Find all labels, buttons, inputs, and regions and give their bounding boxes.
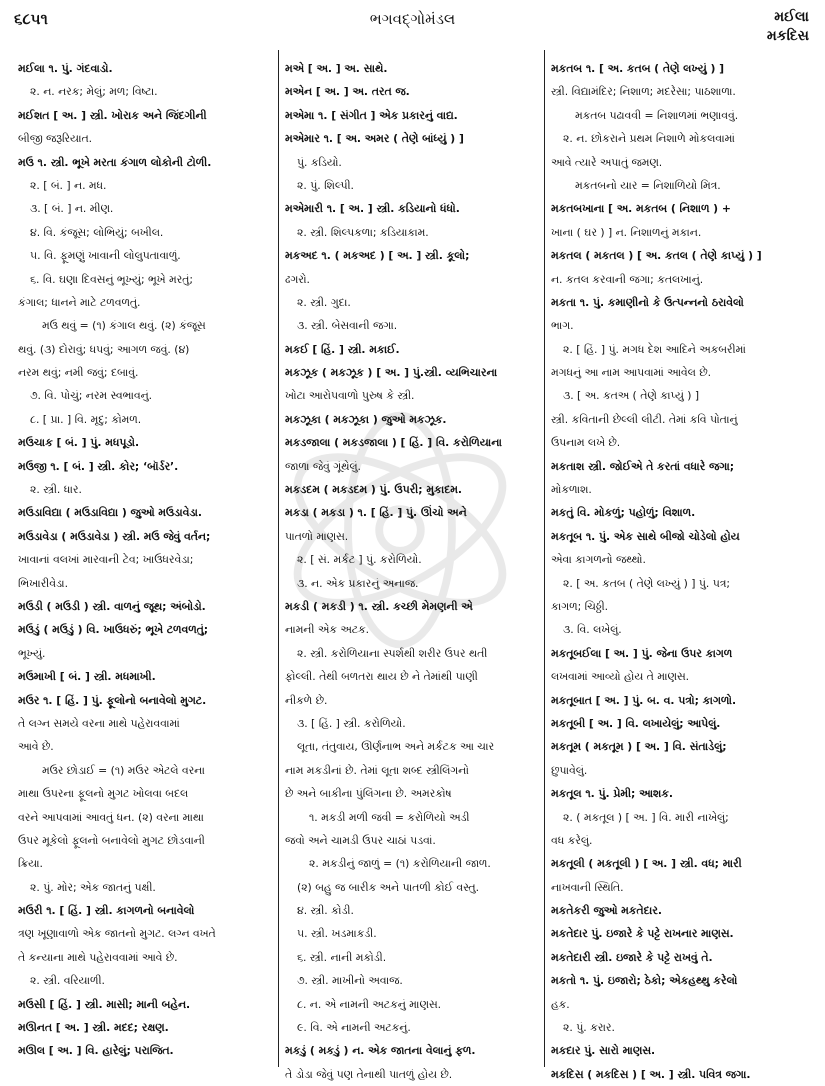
entry-text-line: ૮. [ પ્રા. ] વિ. મૃદુ; કોમળ.: [30, 412, 142, 426]
entry-text-line: બીજી જરૂરિયાત.: [18, 132, 93, 146]
entry-headword-line: મઉર ૧. [ હિં. ] પું. ફૂલોનો બનાવેલો મુગટ.: [18, 693, 207, 707]
entry-text-line: ૨. સ્ત્રી. વરિયાળી.: [30, 974, 105, 988]
entry-headword-line: મકતૂલી ( મકતૂલી ) [ અ. ] સ્ત્રી. વધ; મારી: [551, 857, 742, 871]
entry-text-line: ૩. [ અ. કતઅ ( તેણે કાપ્યું ) ]: [563, 389, 700, 403]
entry-text-line: છુપાવેલું.: [551, 763, 588, 777]
entry-text-line: હક.: [551, 997, 570, 1011]
entry-text-line: ૨. [ હિં. ] પું. મગધ દેશ આદિને અકબરીમાં: [563, 342, 746, 356]
entry-text-line: ૩. [ બં. ] ન. મીણ.: [30, 202, 114, 216]
entry-text-line: ૨. સ્ત્રી. શિલ્પકળા; કડિયાકામ.: [297, 225, 429, 239]
entry-text-line: ઉપનામ લખે છે.: [551, 436, 621, 450]
entry-headword-line: મકતાશ સ્ત્રી. જોઈએ તે કરતાં વધારે જગા;: [551, 459, 735, 473]
entry-headword-line: મઉચાક [ બં. ] પું. મધપૂડો.: [18, 436, 140, 450]
entry-headword-line: મએન [ અ. ] અ. તરત જ.: [285, 85, 410, 99]
entry-headword-line: મકતો ૧. પું. ઇજારો; ઠેકો; એકહથ્થુ કરેલો: [551, 974, 738, 988]
entry-headword-line: મકઅદ ૧. ( મકઅદ ) [ અ. ] સ્ત્રી. કૂલો;: [285, 249, 470, 263]
entry-text-line: પું. કડિયો.: [297, 155, 342, 169]
entry-headword-line: મકદિસ ( મકદિસ ) [ અ. ] સ્ત્રી. પવિત્ર જગા.: [551, 1067, 751, 1081]
entry-text-line: ૨. ( મકતૂલ ) [ અ. ] વિ. મારી નાખેલું;: [563, 810, 729, 824]
page-header: [0, 0, 825, 50]
entry-text-line: કંગાલ; ધાનને માટે ટળવળતું.: [18, 295, 141, 309]
entry-headword-line: મઉમાખી [ બં. ] સ્ત્રી. મધમાખી.: [18, 670, 156, 684]
entry-text-line: આવે છે.: [18, 740, 54, 754]
entry-text-line: નીકળે છે.: [285, 693, 328, 707]
entry-headword-line: મકડું ( મકડું ) ન. એક જાતના વેલાનું ફળ.: [285, 1044, 476, 1058]
entry-text-line: ૩. વિ. લખેલું.: [563, 623, 622, 637]
guide-word-last: મકદિસ: [766, 28, 809, 44]
entry-text-line: મકતબ પઢાવવી = નિશાળમાં ભણાવવું.: [575, 108, 739, 122]
entry-text-line: ભિખારીવેડા.: [18, 576, 68, 590]
entry-text-line: ખાવાનાં વલખાં મારવાની ટેવ; ખાઉધરવેડા;: [18, 553, 194, 567]
entry-headword-line: મકદાર પું. સારો માણસ.: [551, 1044, 656, 1058]
column-2: [285, 57, 537, 1081]
entry-headword-line: મકતબ ૧. [ અ. કતબ ( તેણે લખ્યું ) ]: [551, 62, 725, 75]
entry-headword-line: મઉડાવિદ્યા ( મઉડાવિદ્યા ) જુઓ મઉડાવેડા.: [18, 506, 203, 520]
entry-text-line: ૨. પું. કરાર.: [563, 1021, 615, 1035]
entry-text-line: ક્રિયા.: [18, 857, 43, 871]
entry-headword-line: મકતલ ( મકતલ ) [ અ. કતલ ( તેણે કાપ્યું ) ]: [551, 249, 762, 263]
entry-text-line: માથા ઉપરના ફૂલનો મુગટ ખોલવા બદલ: [18, 787, 189, 801]
entry-headword-line: મકડજાલા ( મકડજાલા ) [ હિં. ] વિ. કરોળિયાના: [285, 436, 502, 450]
entry-text-line: પાતળો માણસ.: [285, 529, 349, 543]
entry-text-line: ૨. સ્ત્રી. ધાર.: [30, 483, 82, 497]
entry-headword-line: મકડી ( મકડી ) ૧. સ્ત્રી. કચ્છી મેમણની એ: [285, 599, 473, 613]
entry-text-line: વધ કરેલું.: [551, 833, 593, 847]
entry-text-line: નામની એક અટક.: [285, 623, 370, 637]
entry-text-line: છે અને બાકીના પુંલિંગના છે. અમરકોષ: [285, 787, 452, 801]
entry-text-line: ૮. ન. એ નામની અટકનું માણસ.: [297, 997, 442, 1011]
entry-headword-line: મઉરી ૧. [ હિં. ] સ્ત્રી. કાગળનો બનાવેલો: [18, 904, 195, 918]
entry-headword-line: મઊનત [ અ. ] સ્ત્રી. મદદ; રક્ષણ.: [18, 1021, 169, 1035]
entry-text-line: તે લગ્ન સમયે વરના માથે પહેરાવવામાં: [18, 716, 180, 730]
entry-text-line: ૨. [ અ. કતબ ( તેણે લખ્યું ) ] પું. પત્ર;: [563, 576, 731, 590]
entry-headword-line: મકડા ( મકડા ) ૧. [ હિં. ] પું. ઊંચો અને: [285, 506, 467, 520]
entry-text-line: તે કન્યાના માથે પહેરાવવામાં આવે છે.: [18, 950, 178, 964]
column-1: [18, 57, 270, 1069]
entry-text-line: થવું. (૩) દોરાવું; ધપવું; આગળ જવું. (૪): [18, 342, 190, 356]
entry-headword-line: મકતૂલ ૧. પું. પ્રેમી; આશક.: [551, 787, 673, 801]
entry-text-line: નાખવાની સ્થિતિ.: [551, 880, 624, 894]
entry-headword-line: મઉજી ૧. [ બં. ] સ્ત્રી. કોર; ‘બૉર્ડર’.: [18, 459, 179, 473]
entry-text-line: જાળા જેવું ગૂંથેલું.: [285, 459, 361, 473]
entry-text-line: ૨. સ્ત્રી. કરોળિયાના સ્પર્શથી શરીર ઉપર થતી: [297, 646, 488, 660]
entry-text-line: ૯. વિ. એ નામની અટકનું.: [297, 1021, 411, 1035]
entry-text-line: મકતબનો યાર = નિશાળિયો મિત્ર.: [575, 178, 721, 192]
entry-headword-line: મઉસી [ હિં. ] સ્ત્રી. માસી; માની બહેન.: [18, 997, 191, 1011]
entry-text-line: ૫. વિ. ફૂમણું ખાવાની લોલુપતાવાળું.: [30, 249, 181, 263]
entry-text-line: ૪. વિ. કંજૂસ; લોભિયું; બખીલ.: [30, 225, 164, 239]
entry-headword-line: મકતૂબ ૧. પું. એક સાથે બીજો ચોડેલો હોય: [551, 529, 740, 543]
entry-headword-line: મઈલા ૧. પું. ગંદવાડો.: [18, 62, 113, 75]
entry-text-line: ૨. પું. શિલ્પી.: [297, 178, 354, 192]
entry-text-line: ત્રણ ખૂણાવાળો એક જાતનો મુગટ. લગ્ન વખતે: [18, 927, 216, 941]
entry-text-line: ૨. પું. મોર; એક જાતનું પક્ષી.: [30, 880, 156, 894]
entry-text-line: ૨. ન. છોકરાને પ્રથમ નિશાળે મોકલવામાં: [563, 132, 735, 146]
entry-text-line: ખોટા આરોપવાળો પુરુષ કે સ્ત્રી.: [285, 389, 415, 403]
entry-headword-line: મએમા ૧. [ સંગીત ] એક પ્રકારનું વાદ્ય.: [285, 108, 458, 122]
running-title: ભગવદ્ગોમંડલ: [369, 10, 456, 28]
column-3: [551, 57, 813, 1081]
entry-headword-line: મકતૂબઈલા [ અ. ] પું. જેના ઉપર કાગળ: [551, 646, 733, 660]
entry-text-line: ૨. [ બં. ] ન. મધ.: [30, 178, 107, 192]
entry-text-line: ૨. મકડીનું જાળું = (૧) કરોળિયાની જાળ.: [309, 857, 491, 871]
entry-headword-line: મકડદમ ( મકડદમ ) પું. ઉપરી; મુકાદમ.: [285, 483, 462, 497]
entry-text-line: મોકળાશ.: [551, 483, 592, 497]
entry-headword-line: મકતૂબાત [ અ. ] પું. બ. વ. પત્રો; કાગળો.: [551, 693, 737, 707]
entry-text-line: ભૂખ્યું.: [18, 646, 46, 660]
column-divider: [544, 50, 545, 1067]
entry-headword-line: મકતેદારી સ્ત્રી. ઇજારે કે પટ્ટે રાખવું તે.: [551, 950, 713, 964]
entry-text-line: ૫. સ્ત્રી. ખડમાકડી.: [297, 927, 377, 941]
entry-text-line: ન. કતલ કરવાની જગા; કતલખાનું.: [551, 272, 704, 286]
entry-text-line: ૭. સ્ત્રી. માખીનો અવાજ.: [297, 974, 403, 988]
entry-text-line: ઢગરો.: [285, 272, 310, 286]
entry-text-line: ૩. ન. એક પ્રકારનું અનાજ.: [297, 576, 419, 590]
entry-text-line: ૬. વિ. ઘણા દિવસનું ભૂખ્યું; ભૂખે મરતું;: [30, 272, 193, 286]
entry-text-line: ફોલ્લી. તેથી બળતરા થાય છે ને તેમાંથી પાણી: [285, 670, 478, 684]
entry-headword-line: મકતું વિ. મોકળું; પહોળું; વિશાળ.: [551, 506, 696, 520]
page-number: ૬૮૫૧: [14, 10, 48, 28]
entry-headword-line: મઉડાવેડા ( મઉડાવેડા ) સ્ત્રી. મઉ જેવું વર્તન;: [18, 529, 211, 543]
entry-text-line: ૪. સ્ત્રી. કોડી.: [297, 904, 354, 918]
entry-headword-line: મકતેદાર પું. ઇજારે કે પટ્ટે રાખનાર માણસ.: [551, 927, 734, 941]
entry-headword-line: મઉડી ( મઉડી ) સ્ત્રી. વાળનું જૂથ; અંબોડો.: [18, 599, 206, 613]
entry-text-line: લૂતા, તંતુવાય, ઊર્ણનાભ અને મર્કટક આ ચાર: [297, 740, 495, 754]
entry-text-line: ઉપર મૂકેલો ફૂલનો બનાવેલો મુગટ છોડવાની: [18, 833, 205, 847]
guide-word-first: મઈલા: [774, 9, 809, 25]
guide-words: [767, 8, 809, 46]
entry-text-line: મગધનું આ નામ આપવામાં આવેલ છે.: [551, 366, 712, 380]
entry-text-line: ૬. સ્ત્રી. નાની મકોડી.: [297, 950, 387, 964]
entry-text-line: મઉર છોડાઈ = (૧) મઉર એટલે વરના: [42, 763, 205, 777]
entry-text-line: ખાના ( ઘર ) ] ન. નિશાળનું મકાન.: [551, 225, 702, 239]
entry-text-line: આવે ત્યારે અપાતું જમણ.: [551, 155, 663, 169]
entry-headword-line: મઉ ૧. સ્ત્રી. ભૂખે મરતા કંગાળ લોકોની ટોળી.: [18, 155, 212, 169]
entry-headword-line: મકઝૂક ( મકઝૂક ) [ અ. ] પું.સ્ત્રી. વ્યભિચારના: [285, 366, 498, 380]
entry-headword-line: મકઈ [ હિં. ] સ્ત્રી. મકાઈ.: [285, 342, 400, 356]
entry-headword-line: મકતેકરી જુઓ મકતેદાર.: [551, 904, 662, 918]
entry-text-line: જવો અને ચામડી ઉપર ચાઠાં પડવાં.: [285, 833, 436, 847]
entry-text-line: ૨. ન. નરક; મેલું; મળ; વિષ્ટા.: [30, 85, 158, 99]
entry-headword-line: મકતા ૧. પું. કમાણીનો કે ઉત્પન્નનો ઠરાવેલો: [551, 295, 744, 309]
entry-text-line: ભાગ.: [551, 319, 574, 333]
column-divider: [278, 50, 279, 1067]
entry-headword-line: મએમારી ૧. [ અ. ] સ્ત્રી. કડિયાનો ધંધો.: [285, 202, 460, 216]
entry-text-line: ૨. સ્ત્રી. ગુદા.: [297, 295, 351, 309]
entry-headword-line: મકતૂબી [ અ. ] વિ. લખાયેલું; આપેલું.: [551, 716, 721, 730]
entry-text-line: (૨) બહુ જ બારીક અને પાતળી કોઈ વસ્તુ.: [297, 880, 480, 894]
entry-text-line: તે ડોડા જેવું પણ તેનાથી પાતળું હોય છે.: [285, 1067, 453, 1081]
entry-text-line: મઉ થવું = (૧) કંગાલ થવું. (૨) કંજૂસ: [42, 319, 206, 333]
entry-headword-line: મકતબખાના [ અ. મકતબ ( નિશાળ ) +: [551, 202, 731, 216]
entry-text-line: ૩. [ હિં. ] સ્ત્રી. કરોળિયો.: [297, 716, 406, 730]
entry-headword-line: મકતૂમ ( મકતૂમ ) [ અ. ] વિ. સંતાડેલું;: [551, 740, 727, 754]
entry-text-line: ૭. વિ. પોચું; નરમ સ્વભાવનું.: [30, 389, 153, 403]
entry-text-line: વરને આપવામાં આવતું ધન. (૨) વરના માથા: [18, 810, 204, 824]
entry-text-line: એવા કાગળનો જથ્થો.: [551, 553, 646, 567]
entry-text-line: ૩. સ્ત્રી. બેસવાની જગા.: [297, 319, 398, 333]
entry-headword-line: મએ [ અ. ] અ. સાથે.: [285, 62, 388, 75]
entry-text-line: ૨. [ સં. મર્કટ ] પું. કરોળિયો.: [297, 553, 422, 567]
entry-headword-line: મઉડું ( મઉડું ) વિ. ખાઉધરું; ભૂખે ટળવળતું;: [18, 623, 209, 637]
entry-text-line: સ્ત્રી. વિદ્યામંદિર; નિશાળ; મદરેસા; પાઠશાળા.: [551, 85, 736, 99]
entry-text-line: લખવામાં આવ્યો હોય તે માણસ.: [551, 670, 690, 684]
entry-text-line: કાગળ; ચિઠ્ઠી.: [551, 599, 609, 613]
entry-headword-line: મકઝૂકા ( મકઝૂકા ) જુઓ મકઝૂક.: [285, 412, 447, 426]
entry-text-line: ૧. મકડી મળી જવી = કરોળિયો અડી: [309, 810, 470, 824]
entry-text-line: નરમ થવું; નમી જવું; દબાવું.: [18, 366, 139, 380]
entry-text-line: સ્ત્રી. કવિતાની છેલ્લી લીટી. તેમાં કવિ પોતાનું: [551, 412, 738, 426]
entry-headword-line: મએમાર ૧. [ અ. અમર ( તેણે બાંધ્યું ) ]: [285, 132, 464, 146]
entry-text-line: નામ મકડીનાં છે. તેમાં લૂતા શબ્દ સ્ત્રીલિંગનો: [285, 763, 469, 777]
entry-headword-line: મઊલ [ અ. ] વિ. હારેલું; પરાજિત.: [18, 1044, 174, 1058]
entry-headword-line: મઈશત [ અ. ] સ્ત્રી. ખોરાક અને જિંદગીની: [18, 108, 207, 122]
